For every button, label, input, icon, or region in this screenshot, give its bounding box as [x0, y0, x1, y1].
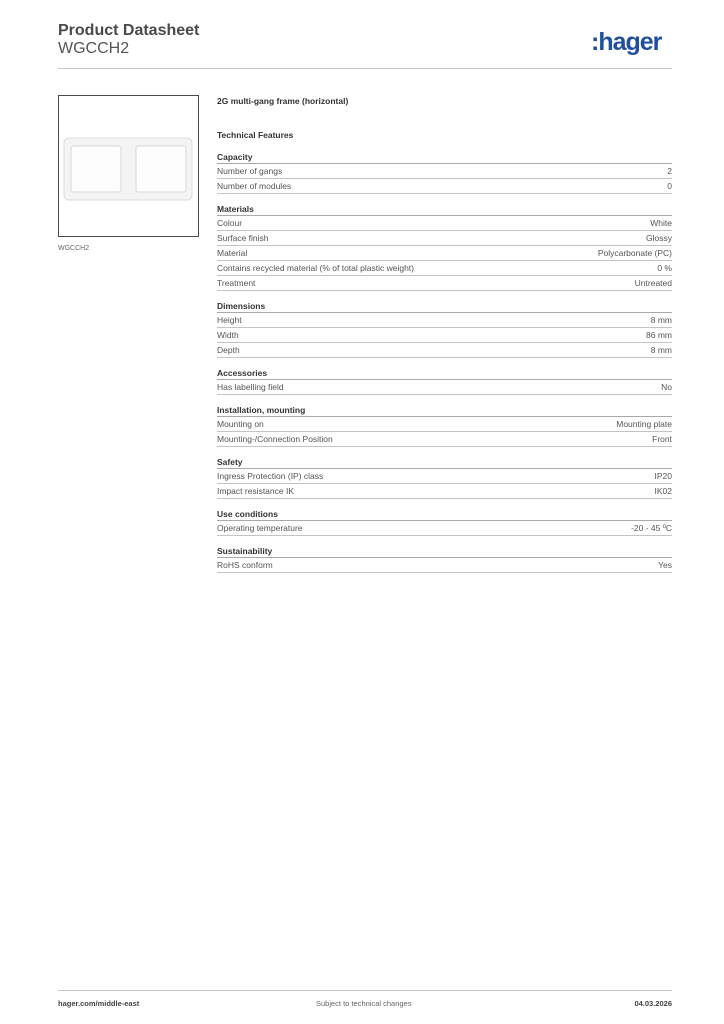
- feature-group: [217, 508, 672, 536]
- spec-row: [217, 216, 672, 231]
- spec-label: Ingress Protection (IP) class: [217, 471, 324, 481]
- spec-row: [217, 328, 672, 343]
- spec-label: Width: [217, 330, 239, 340]
- spec-label: Material: [217, 248, 248, 258]
- spec-value: 2: [667, 166, 672, 176]
- feature-group: [217, 300, 672, 358]
- spec-value: Yes: [658, 560, 672, 570]
- group-heading: Accessories: [217, 367, 672, 380]
- hager-logo: :hager: [591, 28, 662, 56]
- group-heading: Installation, mounting: [217, 404, 672, 417]
- spec-label: Depth: [217, 345, 240, 355]
- spec-row: [217, 164, 672, 179]
- feature-group: [217, 404, 672, 447]
- spec-label: Number of modules: [217, 181, 292, 191]
- spec-label: Mounting on: [217, 419, 264, 429]
- feature-group: [217, 367, 672, 395]
- spec-row: [217, 231, 672, 246]
- spec-row: [217, 179, 672, 194]
- spec-value: IP20: [654, 471, 672, 481]
- spec-value: White: [650, 218, 672, 228]
- footer-notice: Subject to technical changes: [316, 999, 412, 1008]
- spec-value: 0 %: [657, 263, 672, 273]
- spec-row: [217, 343, 672, 358]
- spec-row: [217, 432, 672, 447]
- spec-value: 0: [667, 181, 672, 191]
- footer-website: hager.com/middle-east: [58, 999, 140, 1008]
- spec-value: No: [661, 382, 672, 392]
- datasheet-content: [217, 96, 672, 582]
- spec-label: Number of gangs: [217, 166, 283, 176]
- frame-illustration: [59, 96, 200, 238]
- spec-value: IK02: [654, 486, 672, 496]
- feature-group: [217, 456, 672, 499]
- spec-value: Untreated: [634, 278, 672, 288]
- spec-label: Operating temperature: [217, 523, 303, 533]
- spec-row: [217, 380, 672, 395]
- spec-label: Impact resistance IK: [217, 486, 295, 496]
- spec-row: [217, 484, 672, 499]
- spec-value: Mounting plate: [616, 419, 672, 429]
- spec-label: Treatment: [217, 278, 256, 288]
- spec-value: -20 - 45 ºC: [631, 523, 672, 533]
- spec-label: Has labelling field: [217, 382, 284, 392]
- product-title: 2G multi-gang frame (horizontal): [217, 96, 349, 106]
- spec-value: Glossy: [646, 233, 672, 243]
- group-heading: Use conditions: [217, 508, 672, 521]
- spec-row: [217, 417, 672, 432]
- spec-row: [217, 558, 672, 573]
- spec-row: [217, 246, 672, 261]
- technical-features-heading: Technical Features: [217, 130, 294, 140]
- product-image: [58, 95, 199, 237]
- spec-value: 8 mm: [650, 315, 672, 325]
- group-heading: Capacity: [217, 151, 672, 164]
- spec-row: [217, 313, 672, 328]
- spec-row: [217, 276, 672, 291]
- feature-group: [217, 151, 672, 194]
- spec-label: Contains recycled material (% of total plastic weight): [217, 263, 414, 273]
- spec-label: Surface finish: [217, 233, 269, 243]
- spec-row: [217, 261, 672, 276]
- spec-label: Mounting-/Connection Position: [217, 434, 333, 444]
- feature-group: [217, 545, 672, 573]
- page-title: Product Datasheet: [58, 22, 200, 39]
- spec-row: [217, 521, 672, 536]
- spec-row: [217, 469, 672, 484]
- group-heading: Dimensions: [217, 300, 672, 313]
- product-image-caption: WGCCH2: [58, 245, 90, 252]
- spec-value: Front: [652, 434, 672, 444]
- footer-date: 04.03.2026: [634, 999, 672, 1008]
- product-code: WGCCH2: [58, 40, 130, 57]
- feature-group: [217, 203, 672, 291]
- spec-label: Colour: [217, 218, 243, 228]
- spec-value: 86 mm: [646, 330, 672, 340]
- group-heading: Sustainability: [217, 545, 672, 558]
- spec-value: Polycarbonate (PC): [597, 248, 672, 258]
- spec-label: Height: [217, 315, 242, 325]
- feature-groups: [217, 151, 672, 573]
- group-heading: Safety: [217, 456, 672, 469]
- spec-value: 8 mm: [650, 345, 672, 355]
- header-divider: [58, 68, 672, 69]
- footer-divider: [58, 990, 672, 991]
- spec-label: RoHS conform: [217, 560, 273, 570]
- group-heading: Materials: [217, 203, 672, 216]
